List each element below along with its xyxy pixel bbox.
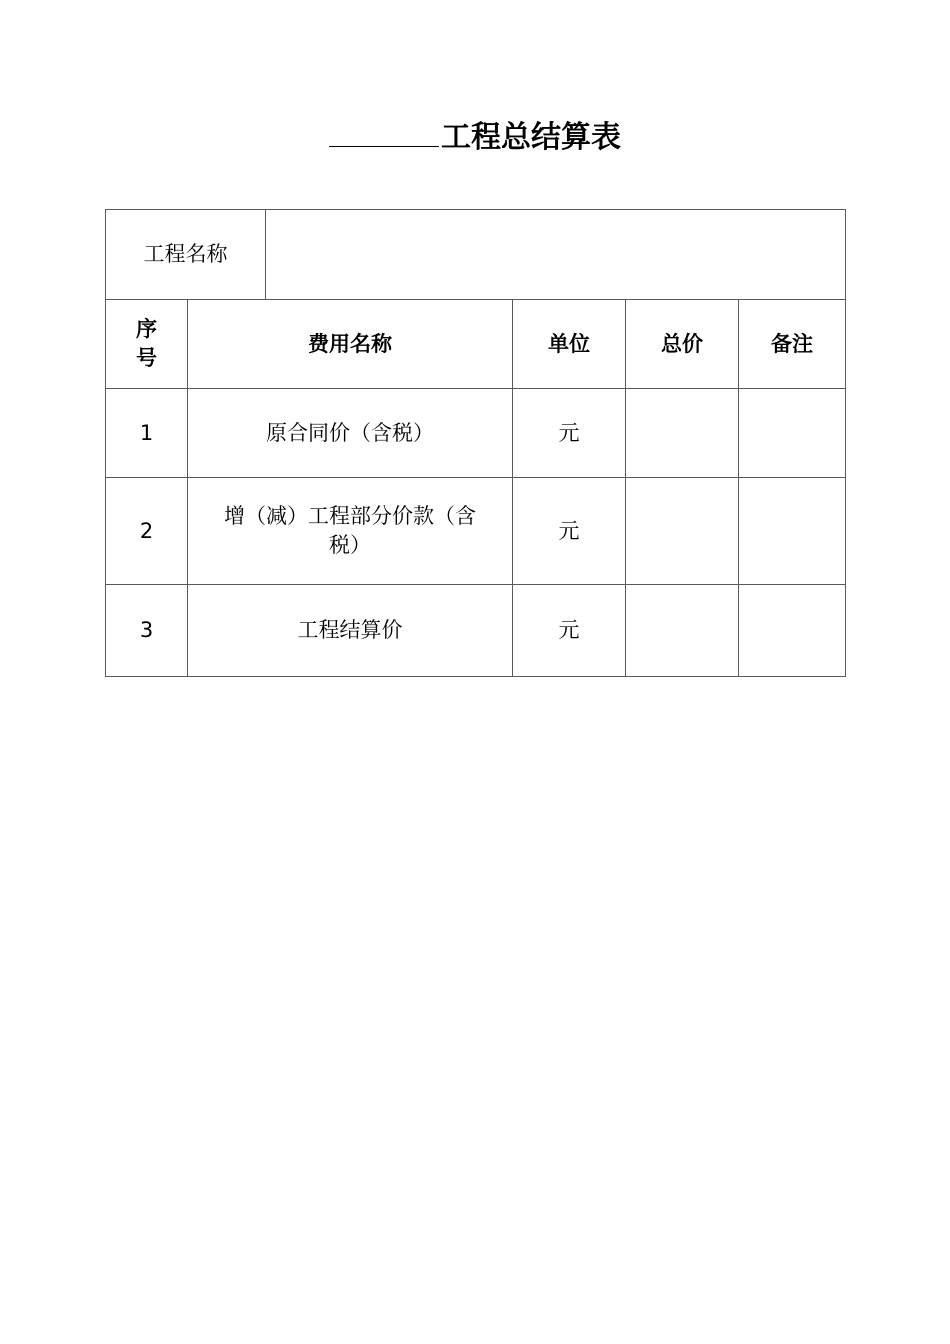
row-remark-cell[interactable]: [739, 389, 846, 478]
row-fee-name: 原合同价（含税）: [188, 389, 513, 478]
row-remark-cell[interactable]: [739, 478, 846, 585]
row-index: 1: [106, 389, 188, 478]
row-unit: 元: [513, 389, 626, 478]
settlement-table: [105, 209, 846, 677]
row-fee-name: 工程结算价: [188, 585, 513, 677]
title-text: 工程总结算表: [441, 120, 621, 155]
header-total: 总价: [626, 300, 739, 389]
header-fee-name: 费用名称: [188, 300, 513, 389]
row-index: 2: [106, 478, 188, 585]
row-total-cell[interactable]: [626, 585, 739, 677]
header-remark: 备注: [739, 300, 846, 389]
row-remark-cell[interactable]: [739, 585, 846, 677]
row-fee-name: 增（减）工程部分价款（含税）: [188, 478, 513, 585]
page-title: [0, 116, 950, 160]
row-unit: 元: [513, 585, 626, 677]
table-row: [106, 478, 846, 585]
project-name-field[interactable]: [266, 210, 845, 299]
table-row: [106, 389, 846, 478]
header-unit: 单位: [513, 300, 626, 389]
table-header-row: [106, 300, 846, 389]
project-name-label: 工程名称: [106, 210, 266, 299]
row-total-cell[interactable]: [626, 389, 739, 478]
title-blank-line[interactable]: [329, 116, 439, 147]
project-name-row: [106, 210, 846, 300]
row-total-cell[interactable]: [626, 478, 739, 585]
header-index: 序号: [106, 300, 188, 389]
table-row: [106, 585, 846, 677]
row-index: 3: [106, 585, 188, 677]
row-unit: 元: [513, 478, 626, 585]
